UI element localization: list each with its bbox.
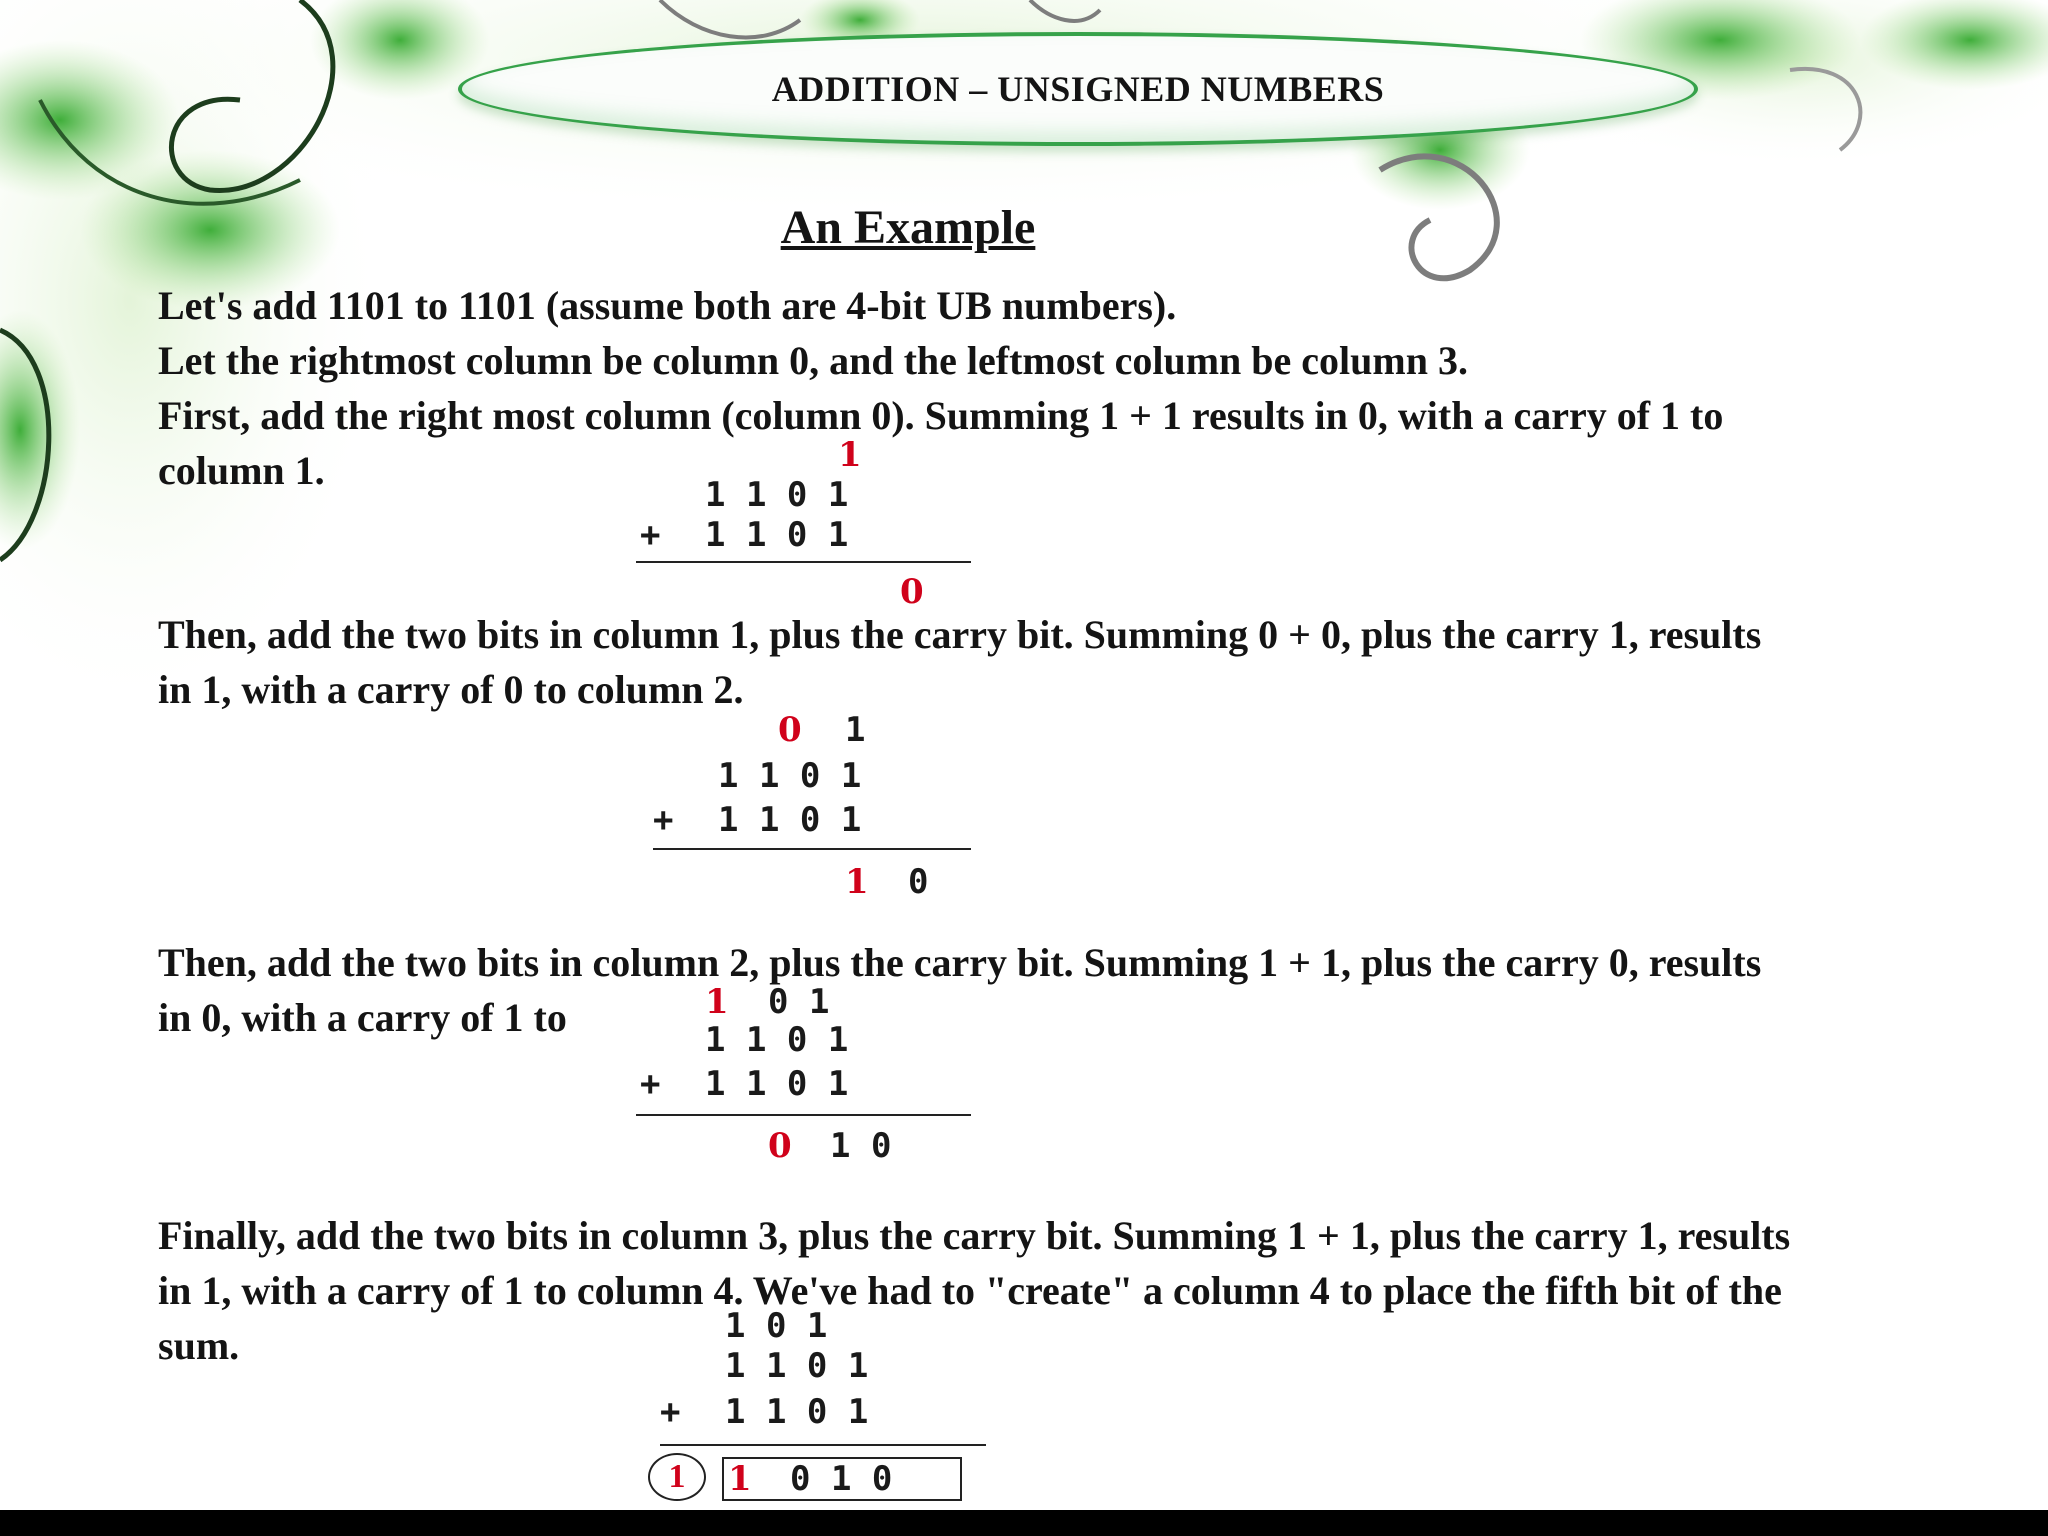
step-1-plus: +: [640, 515, 661, 555]
bottom-bar: [0, 1510, 2048, 1536]
step-3-sum-line: [636, 1114, 971, 1116]
title-banner: [458, 32, 1698, 146]
step-2-sum: 1: [845, 862, 869, 902]
step-4-sum-prev: 0 1 0: [790, 1459, 893, 1499]
intro-line-1: Let's add 1101 to 1101 (assume both are 4-bit UB numbers).: [158, 283, 1177, 328]
step-2-plus: +: [653, 800, 674, 840]
step-3-sum-prev: 1 0: [830, 1126, 892, 1166]
step-2-operand-1: 1 1 0 1: [718, 756, 862, 796]
step-3-carry: 1: [705, 982, 729, 1022]
step-4-operand-1: 1 1 0 1: [725, 1346, 869, 1386]
step-2-operand-2: 1 1 0 1: [718, 800, 862, 840]
step-3-sum: 0: [768, 1126, 792, 1166]
step-3-carry-prev: 0 1: [768, 982, 830, 1022]
step-2-sum-line: [653, 848, 971, 850]
step-4-sum-line: [660, 1444, 986, 1446]
step-4-plus: +: [660, 1392, 681, 1432]
step-3-text-cont: in 0, with a carry of 1 to: [158, 995, 567, 1040]
intro-line-2: Let the rightmost column be column 0, and the leftmost column be column 3.: [158, 338, 1468, 383]
step-3-operand-1: 1 1 0 1: [705, 1020, 849, 1060]
subtitle: An Example: [780, 201, 1036, 254]
step-1-sum-line: [636, 561, 971, 563]
step-2-text: Then, add the two bits in column 1, plus the carry bit. Summing 0 + 0, plus the carry 1, results in 1, with a carry of 0 to column 2.: [158, 612, 1762, 712]
step-3-plus: +: [640, 1064, 661, 1104]
step-2-sum-prev: 0: [908, 862, 929, 902]
step-4-operand-2: 1 1 0 1: [725, 1392, 869, 1432]
slide-title: ADDITION – UNSIGNED NUMBERS: [771, 69, 1385, 109]
step-1-text: First, add the right most column (column 0). Summing 1 + 1 results in 0, with a carry of 1 to column 1.: [158, 393, 1724, 493]
step-1-carry: 1: [838, 435, 862, 475]
step-3-text: Then, add the two bits in column 2, plus the carry bit. Summing 1 + 1, plus the carry 0, results: [158, 940, 1762, 985]
step-2-carry: 0: [778, 710, 802, 750]
step-2-carry-prev: 1: [845, 710, 866, 750]
step-1-sum: 0: [900, 572, 924, 612]
step-1-operand-2: 1 1 0 1: [705, 515, 849, 555]
step-4-carry-row: 1 0 1: [725, 1306, 828, 1346]
step-4-sum: 1: [728, 1459, 752, 1499]
step-3-operand-2: 1 1 0 1: [705, 1064, 849, 1104]
step-1-operand-1: 1 1 0 1: [705, 475, 849, 515]
carry-out-circle: 1: [648, 1453, 706, 1501]
step-4-text: Finally, add the two bits in column 3, plus the carry bit. Summing 1 + 1, plus the carry 1, results in 1, with a carry of 1 to column 4. We've had to "create" a column 4 to place the fifth bit of the sum.: [158, 1213, 1791, 1368]
